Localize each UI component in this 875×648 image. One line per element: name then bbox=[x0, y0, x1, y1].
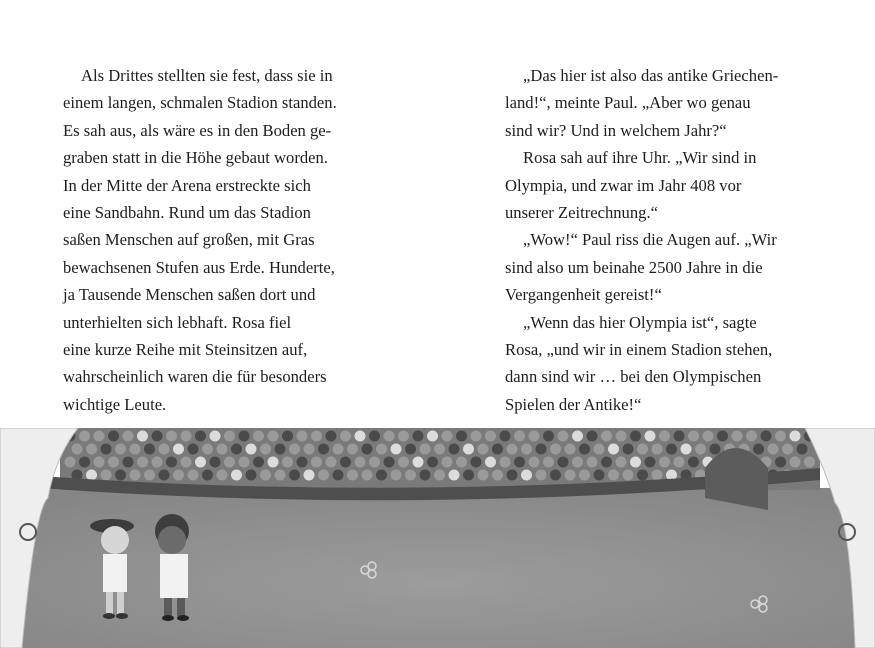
spectator-head bbox=[115, 444, 126, 455]
spectator-head bbox=[601, 431, 612, 442]
spectator-head bbox=[362, 470, 373, 481]
spectator-head bbox=[152, 431, 163, 442]
text-line: wichtige Leute. bbox=[63, 394, 167, 414]
right-text-column bbox=[505, 62, 797, 418]
text-line: sind also um beinahe 2500 Jahre in die bbox=[505, 257, 763, 277]
spectator-head bbox=[804, 457, 815, 468]
text-line: Rosa, „und wir in einem Stadion stehen, bbox=[505, 340, 773, 360]
spectator-head bbox=[253, 457, 264, 468]
spectator-head bbox=[376, 470, 387, 481]
spectator-head bbox=[384, 431, 395, 442]
spectator-head bbox=[101, 444, 112, 455]
text-line: „Das hier ist also das antike Griechen- bbox=[523, 66, 779, 85]
spectator-head bbox=[637, 444, 648, 455]
spectator-head bbox=[108, 431, 119, 442]
spectator-head bbox=[703, 431, 714, 442]
text-line: Als Drittes stellten sie fest, dass sie in bbox=[81, 66, 333, 85]
text-line: ja Tausende Menschen saßen dort und bbox=[63, 285, 316, 305]
spectator-head bbox=[558, 431, 569, 442]
text-line: dann sind wir … bei den Olympischen bbox=[505, 367, 762, 387]
spectator-head bbox=[210, 457, 221, 468]
spectator-head bbox=[304, 444, 315, 455]
spectator-head bbox=[565, 470, 576, 481]
spectator-head bbox=[659, 431, 670, 442]
spectator-head bbox=[790, 457, 801, 468]
spectator-head bbox=[130, 444, 141, 455]
spectator-head bbox=[217, 444, 228, 455]
spectator-head bbox=[500, 457, 511, 468]
spectator-head bbox=[224, 457, 235, 468]
spectator-head bbox=[340, 457, 351, 468]
spectator-head bbox=[130, 470, 141, 481]
spectator-head bbox=[311, 431, 322, 442]
spectator-head bbox=[442, 431, 453, 442]
spectator-head bbox=[427, 431, 438, 442]
spectator-head bbox=[746, 431, 757, 442]
text-line: saßen Menschen auf großen, mit Gras bbox=[63, 230, 315, 250]
spectator-head bbox=[594, 444, 605, 455]
spectator-head bbox=[710, 444, 721, 455]
spectator-head bbox=[449, 470, 460, 481]
spectator-head bbox=[572, 431, 583, 442]
spectator-head bbox=[195, 457, 206, 468]
spectator-head bbox=[594, 470, 605, 481]
spectator-head bbox=[239, 457, 250, 468]
spectator-head bbox=[333, 444, 344, 455]
spectator-head bbox=[478, 470, 489, 481]
spectator-head bbox=[333, 470, 344, 481]
spectator-head bbox=[405, 444, 416, 455]
spectator-head bbox=[674, 431, 685, 442]
spectator-head bbox=[645, 457, 656, 468]
spectator-head bbox=[173, 470, 184, 481]
text-line: Es sah aus, als wäre es in den Boden ge- bbox=[63, 120, 332, 140]
spectator-head bbox=[456, 457, 467, 468]
spectator-head bbox=[442, 457, 453, 468]
spectator-head bbox=[507, 444, 518, 455]
text-line: Olympia, und zwar im Jahr 408 vor bbox=[505, 175, 742, 195]
spectator-head bbox=[86, 444, 97, 455]
spectator-head bbox=[521, 444, 532, 455]
spectator-head bbox=[362, 444, 373, 455]
spectator-head bbox=[550, 444, 561, 455]
spectator-head bbox=[268, 457, 279, 468]
spectator-head bbox=[659, 457, 670, 468]
spectator-head bbox=[202, 444, 213, 455]
text-line: „Wenn das hier Olympia ist“, sagte bbox=[523, 312, 757, 332]
spectator-head bbox=[181, 457, 192, 468]
spectator-head bbox=[347, 470, 358, 481]
spectator-head bbox=[558, 457, 569, 468]
spectator-head bbox=[79, 431, 90, 442]
spectator-head bbox=[608, 470, 619, 481]
text-line: sind wir? Und in welchem Jahr?“ bbox=[505, 120, 727, 140]
spectator-head bbox=[289, 470, 300, 481]
text-line: In der Mitte der Arena erstreckte sich bbox=[63, 175, 311, 195]
spectator-head bbox=[413, 457, 424, 468]
spectator-head bbox=[166, 431, 177, 442]
spectator-head bbox=[514, 457, 525, 468]
spectator-head bbox=[137, 431, 148, 442]
spectator-head bbox=[608, 444, 619, 455]
spectator-head bbox=[376, 444, 387, 455]
spectator-head bbox=[637, 470, 648, 481]
spectator-head bbox=[79, 457, 90, 468]
paragraph bbox=[505, 309, 797, 419]
spectator-head bbox=[405, 470, 416, 481]
spectator-head bbox=[152, 457, 163, 468]
spectator-head bbox=[616, 457, 627, 468]
spectator-head bbox=[297, 431, 308, 442]
spectator-head bbox=[463, 444, 474, 455]
spectator-head bbox=[398, 457, 409, 468]
spectator-head bbox=[536, 444, 547, 455]
spectator-head bbox=[471, 431, 482, 442]
spectator-head bbox=[260, 470, 271, 481]
spectator-head bbox=[282, 457, 293, 468]
spectator-head bbox=[485, 457, 496, 468]
text-line: Vergangenheit gereist!“ bbox=[505, 285, 662, 305]
spectator-head bbox=[144, 470, 155, 481]
spectator-head bbox=[246, 470, 257, 481]
spectator-head bbox=[674, 457, 685, 468]
spectator-head bbox=[630, 431, 641, 442]
spectator-head bbox=[217, 470, 228, 481]
spectator-head bbox=[123, 457, 134, 468]
spectator-head bbox=[695, 444, 706, 455]
spectator-head bbox=[652, 470, 663, 481]
spectator-head bbox=[434, 470, 445, 481]
spectator-head bbox=[550, 470, 561, 481]
spectator-head bbox=[94, 431, 105, 442]
spectator-head bbox=[775, 431, 786, 442]
spectator-head bbox=[268, 431, 279, 442]
spectator-head bbox=[601, 457, 612, 468]
spectator-head bbox=[86, 470, 97, 481]
spectator-head bbox=[492, 444, 503, 455]
spectator-head bbox=[471, 457, 482, 468]
spectator-head bbox=[492, 470, 503, 481]
spectator-head bbox=[565, 444, 576, 455]
spectator-head bbox=[166, 457, 177, 468]
paragraph bbox=[505, 144, 797, 226]
spectator-head bbox=[521, 470, 532, 481]
spectator-head bbox=[115, 470, 126, 481]
spectator-head bbox=[630, 457, 641, 468]
spectator-head bbox=[289, 444, 300, 455]
spectator-head bbox=[159, 470, 170, 481]
spectator-head bbox=[65, 457, 76, 468]
spectator-head bbox=[173, 444, 184, 455]
spectator-head bbox=[347, 444, 358, 455]
spectator-head bbox=[616, 431, 627, 442]
spectator-head bbox=[246, 444, 257, 455]
left-text-column bbox=[63, 62, 355, 418]
text-line: einem langen, schmalen Stadion standen. bbox=[63, 93, 337, 113]
spectator-head bbox=[398, 431, 409, 442]
spectator-head bbox=[260, 444, 271, 455]
spectator-head bbox=[536, 470, 547, 481]
text-line: eine Sandbahn. Rund um das Stadion bbox=[63, 203, 311, 223]
spectator-head bbox=[275, 470, 286, 481]
spectator-head bbox=[181, 431, 192, 442]
spectator-head bbox=[231, 444, 242, 455]
spectator-head bbox=[188, 444, 199, 455]
spectator-head bbox=[355, 431, 366, 442]
spectator-head bbox=[369, 431, 380, 442]
spectator-head bbox=[210, 431, 221, 442]
spectator-head bbox=[159, 444, 170, 455]
spectator-head bbox=[224, 431, 235, 442]
spectator-head bbox=[681, 444, 692, 455]
spectator-head bbox=[123, 431, 134, 442]
spectator-head bbox=[688, 431, 699, 442]
spectator-head bbox=[202, 470, 213, 481]
spectator-head bbox=[231, 470, 242, 481]
spectator-head bbox=[413, 431, 424, 442]
spectator-head bbox=[304, 470, 315, 481]
text-line: unterhielten sich lebhaft. Rosa fiel bbox=[63, 312, 292, 332]
text-line: „Wow!“ Paul riss die Augen auf. „Wir bbox=[523, 230, 777, 250]
spectator-head bbox=[318, 470, 329, 481]
spectator-head bbox=[587, 457, 598, 468]
spectator-head bbox=[543, 457, 554, 468]
spectator-head bbox=[543, 431, 554, 442]
spectator-head bbox=[753, 444, 764, 455]
text-line: land!“, meinte Paul. „Aber wo genau bbox=[505, 93, 751, 113]
spectator-head bbox=[623, 470, 634, 481]
text-line: unserer Zeitrechnung.“ bbox=[505, 203, 658, 223]
spectator-head bbox=[355, 457, 366, 468]
spectator-head bbox=[434, 444, 445, 455]
spectator-head bbox=[326, 431, 337, 442]
spectator-head bbox=[108, 457, 119, 468]
spectator-head bbox=[790, 431, 801, 442]
spectator-head bbox=[420, 444, 431, 455]
spectator-head bbox=[572, 457, 583, 468]
spectator-head bbox=[717, 431, 728, 442]
spectator-head bbox=[318, 444, 329, 455]
spectator-head bbox=[768, 444, 779, 455]
spectator-head bbox=[188, 470, 199, 481]
spectator-head bbox=[144, 444, 155, 455]
spectator-head bbox=[666, 444, 677, 455]
spectator-head bbox=[369, 457, 380, 468]
paragraph bbox=[63, 62, 355, 418]
spectator-head bbox=[326, 457, 337, 468]
spectator-head bbox=[623, 444, 634, 455]
spectator-head bbox=[311, 457, 322, 468]
spectator-head bbox=[645, 431, 656, 442]
spectator-head bbox=[391, 470, 402, 481]
spectator-head bbox=[297, 457, 308, 468]
text-line: eine kurze Reihe mit Steinsitzen auf, bbox=[63, 340, 308, 360]
spectator-head bbox=[282, 431, 293, 442]
spectator-head bbox=[340, 431, 351, 442]
text-line: Spielen der Antike!“ bbox=[505, 394, 642, 414]
spectator-head bbox=[239, 431, 250, 442]
text-line: wahrscheinlich waren die für besonders bbox=[63, 367, 327, 387]
spectator-head bbox=[761, 431, 772, 442]
spectator-head bbox=[275, 444, 286, 455]
spectator-head bbox=[732, 431, 743, 442]
spectator-head bbox=[420, 470, 431, 481]
text-line: bewachsenen Stufen aus Erde. Hunderte, bbox=[63, 257, 335, 277]
spectator-head bbox=[587, 431, 598, 442]
spectator-head bbox=[500, 431, 511, 442]
spectator-head bbox=[514, 431, 525, 442]
spectator-head bbox=[529, 431, 540, 442]
spectator-head bbox=[797, 444, 808, 455]
spectator-head bbox=[478, 444, 489, 455]
spectator-head bbox=[463, 470, 474, 481]
spectator-head bbox=[449, 444, 460, 455]
spectator-head bbox=[579, 470, 590, 481]
spectator-head bbox=[782, 444, 793, 455]
spectator-head bbox=[195, 431, 206, 442]
text-line: graben statt in die Höhe gebaut worden. bbox=[63, 148, 328, 168]
spectator-head bbox=[137, 457, 148, 468]
spectator-head bbox=[101, 470, 112, 481]
spectator-head bbox=[72, 444, 83, 455]
arena-ground bbox=[0, 488, 875, 648]
text-line: Rosa sah auf ihre Uhr. „Wir sind in bbox=[523, 148, 757, 168]
spectator-head bbox=[507, 470, 518, 481]
spectator-head bbox=[485, 431, 496, 442]
paragraph bbox=[505, 62, 797, 144]
spectator-head bbox=[775, 457, 786, 468]
spectator-head bbox=[94, 457, 105, 468]
spectator-head bbox=[579, 444, 590, 455]
spectator-head bbox=[253, 431, 264, 442]
paragraph bbox=[505, 226, 797, 308]
spectator-head bbox=[529, 457, 540, 468]
spectator-head bbox=[391, 444, 402, 455]
stadium-illustration bbox=[0, 428, 875, 648]
spectator-head bbox=[384, 457, 395, 468]
spectator-head bbox=[427, 457, 438, 468]
spectator-head bbox=[688, 457, 699, 468]
spectator-head bbox=[456, 431, 467, 442]
spectator-head bbox=[652, 444, 663, 455]
